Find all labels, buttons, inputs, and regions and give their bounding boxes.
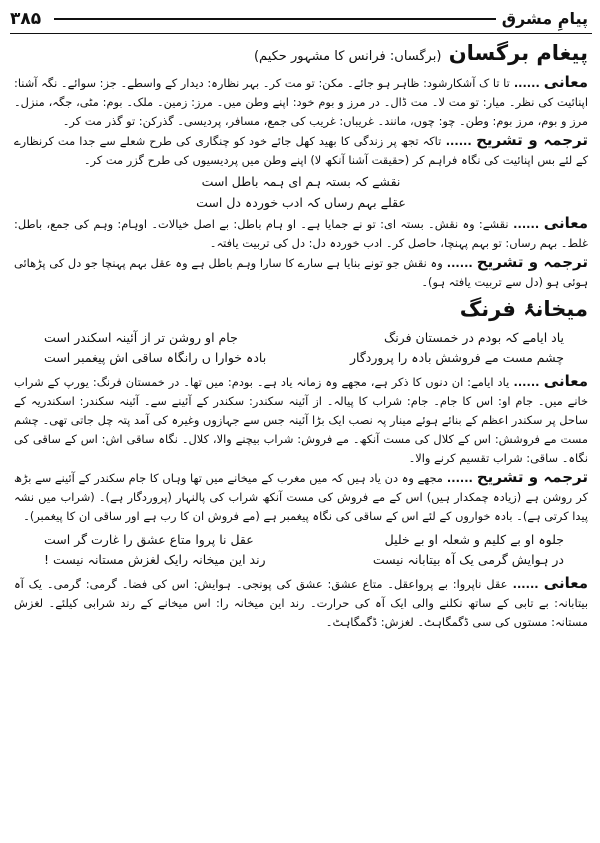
maani-label: معانی [543,73,588,91]
page-body [14,36,588,839]
maani-text: تا تا ک آشکارشود: ظاہر ہو جائے۔ مکن: تو مت کر۔ بہر نظارہ: دیدار کے واسطے۔ جز: سوائے۔ نگہ آشنا: اپنائیت کی نظر۔ میار: تو مت لا۔ مت ڈال۔ در مرز و بوم خود: اپنے وطن میں۔ مرز: زمین۔ ملک۔ بوم: مٹی، جگہ، منزل۔ مرز و بوم، مرز بوم: وطن۔ چو: چوں، مانند۔ غریباں: غریب کی جمع، مسافر، پردیسی۔ گذرکن: تو گذر مت کر۔ [14,76,588,128]
tarjuma-paragraph: ترجمہ و تشریح ...... وہ نقش جو تونے بنایا ہے سارے کا سارا وہم باطل ہے وہ عقل بہم پہنچا جو دل کی پڑھائی ہوئی ہو (دل سے تربیت یافتہ ہو)۔ [14,253,588,289]
couplet [14,348,588,368]
stanza [14,530,588,570]
book-title: پیامِ مشرق [501,9,588,28]
header-rule [54,18,496,20]
tarjuma-paragraph: ترجمہ و تشریح ...... تاکہ تجھ پر زندگی کا بھید کھل جائے خود کو چنگاری کی طرح شعلے سے جدا مت کرنظارے کے لئے بس اپنائیت کی نگاہ فراہم کر (حقیقت آشنا آنکھ لا) اپنے وطن میں پردیسیوں کی طرح گزر مت کر۔ [14,131,588,167]
maani-text: نقشے: وہ نقش۔ بستہ ای: تو نے جمایا ہے۔ او ہام باطل: بے اصل خیالات۔ اوہام: وہم کی جمع، باطل: غلط۔ بہم رساں: تو بہم پہنچا، حاصل کر۔ ادب خوردہ دل: دل کی تربیت یافتہ۔ [14,217,588,250]
misra-right: یاد ایامے کہ بودم در خمستان فرنگ [384,330,564,345]
tarjuma-text: مجھے وہ دن یاد ہیں کہ میں مغرب کے میخانے میں تھا وہاں کا جام سکندر کے آئینے سے بڑھ کر روشن ہے (زیادہ چمکدار ہیں) اس کے مے فروش کی مست آنکھ شراب کی پالنہار (پروردگار ہے)۔ (شراب میں نشہ پیدا کرتی ہے)۔ بادہ خواروں کے لئے اس کے ساقی کی نگاہ پیغمبر ہے (مے فروش ان کا رب ہے اور ساقی ان کا پیغمبر)۔ [14,471,588,523]
misra-right: جلوہ او بے کلیم و شعلہ او بے خلیل [384,532,564,547]
verse-line: نقشے کہ بستہ ہم ای ہمہ باطل است [201,174,401,189]
tarjuma-text: تاکہ تجھ پر زندگی کا بھید کھل جائے خود کو چنگاری کی طرح شعلے سے جدا مت کرنظارے کے لئے بس اپنائیت کی نگاہ فراہم کر (حقیقت آشنا آنکھ لا) اپنے وطن میں پردیسیوں کی طرح گزر مت کر۔ [14,134,588,167]
misra-left: عقل نا پروا متاع عشق را غارت گر است [44,532,254,547]
tarjuma-label: ترجمہ و تشریح [476,468,588,486]
couplet [14,328,588,348]
misra-left: رند این میخانہ رایک لغزش مستانہ نیست ! [44,552,266,567]
misra-right: چشم مست مے فروشش بادہ را پروردگار [350,350,564,365]
maani-text: عقل ناپروا: بے پرواعقل۔ متاع عشق: عشق کی پونجی۔ ہوایش: اس کی فضا۔ گرمی: گرمی۔ یک آہ بیتابانہ: بے تابی کے ساتھ نکلنے والی ایک آہ کی حرارت۔ رند این میخانہ را: اس میخانے کے رند شرابی کیلئے۔ لغزش مستانہ: مستوں کی سی ڈگمگاہٹ۔ لغزش: ڈگمگاہٹ۔ [14,577,588,629]
header-underline [10,33,592,34]
maani-label: معانی [543,214,588,232]
maani-label: معانی [543,574,588,592]
maani-paragraph: معانی ...... یاد ایامے: ان دنوں کا ذکر ہے، مجھے وہ زمانہ یاد ہے۔ بودم: میں تھا۔ در خمستان فرنگ: یورپ کے شراب خانے میں۔ جام او: اس کا جام۔ جام: شراب کا پیالہ۔ از آئینہ سکندر: سکندر کے آئینے سے۔ آئینہ سکندر: اسکندریہ کے ساحل پر سکندر اعظم کے بنائے ہوئے مینار پہ نصب ایک بڑا آئینہ جس سے جہازوں وغیرہ کی آمد پتہ چل جاتی تھی۔ چشم مست مے فروشش: اس کے کلال کی مست آنکھ۔ مے فروش: شراب بیچنے والا، کلال۔ نگاہ ساقی اش: اس کے ساقی کی نگاہ۔ ساقی: شراب تقسیم کرنے والا۔ [14,372,588,465]
poem-title-text: پیغام برگسان [448,41,588,65]
stanza [14,328,588,368]
poem-title-maikhana: میخانۂ فرنگ [459,297,588,321]
tarjuma-label: ترجمہ و تشریح [476,131,588,149]
page-header [10,6,592,34]
maani-text: یاد ایامے: ان دنوں کا ذکر ہے، مجھے وہ زمانہ یاد ہے۔ بودم: میں تھا۔ در خمستان فرنگ: یورپ کے شراب خانے میں۔ جام او: اس کا جام۔ جام: شراب کا پیالہ۔ از آئینہ سکندر: سکندر کے آئینے سے۔ آئینہ سکندر: اسکندریہ کے ساحل پر سکندر اعظم کے بنائے ہوئے مینار پہ نصب ایک بڑا آئینہ جس سے جہازوں وغیرہ کی آمد پتہ چل جاتی تھی۔ چشم مست مے فروشش: اس کے کلال کی مست آنکھ۔ مے فروش: شراب بیچنے والا، کلال۔ نگاہ ساقی اش: اس کے ساقی کی نگاہ۔ ساقی: شراب تقسیم کرنے والا۔ [14,375,588,465]
poem-subtitle: (برگساں: فرانس کا مشہور حکیم) [253,49,442,64]
maani-paragraph: معانی ...... نقشے: وہ نقش۔ بستہ ای: تو نے جمایا ہے۔ او ہام باطل: بے اصل خیالات۔ اوہام: وہم کی جمع، باطل: غلط۔ بہم رساں: تو بہم پہنچا، حاصل کر۔ ادب خوردہ دل: دل کی تربیت یافتہ۔ [14,214,588,250]
tarjuma-paragraph: ترجمہ و تشریح ...... مجھے وہ دن یاد ہیں کہ میں مغرب کے میخانے میں تھا وہاں کا جام سکندر کے آئینے سے بڑھ کر روشن ہے (زیادہ چمکدار ہیں) اس کے مے فروش کی مست آنکھ شراب کی پالنہار (پروردگار ہے)۔ (شراب میں نشہ پیدا کرتی ہے)۔ بادہ خواروں کے لئے اس کے ساقی کی نگاہ پیغمبر ہے (مے فروش ان کا رب ہے اور ساقی ان کا پیغمبر)۔ [14,468,588,523]
maani-paragraph: معانی ...... عقل ناپروا: بے پرواعقل۔ متاع عشق: عشق کی پونجی۔ ہوایش: اس کی فضا۔ گرمی: گرمی۔ یک آہ بیتابانہ: بے تابی کے ساتھ نکلنے والی ایک آہ کی حرارت۔ رند این میخانہ را: اس میخانے کے رند شرابی کیلئے۔ لغزش مستانہ: مستوں کی سی ڈگمگاہٹ۔ لغزش: ڈگمگاہٹ۔ [14,574,588,629]
misra-left: بادہ خوارا ں رانگاہ ساقی اش پیغمبر است [44,350,267,365]
misra-right: در ہوایش گرمی یک آہ بیتابانہ نیست [372,552,564,567]
couplet [14,550,588,570]
maani-label: معانی [543,372,588,390]
maani-paragraph: معانی ...... تا تا ک آشکارشود: ظاہر ہو جائے۔ مکن: تو مت کر۔ بہر نظارہ: دیدار کے واسطے۔ جز: سوائے۔ نگہ آشنا: اپنائیت کی نظر۔ میار: تو مت لا۔ مت ڈال۔ در مرز و بوم خود: اپنے وطن میں۔ مرز: زمین۔ ملک۔ بوم: مٹی، جگہ، منزل۔ مرز و بوم، مرز بوم: وطن۔ چو: چوں، مانند۔ غریباں: غریب کی جمع، مسافر، پردیسی۔ گذرکن: تو گذر مت کر۔ [14,73,588,128]
tarjuma-text: وہ نقش جو تونے بنایا ہے سارے کا سارا وہم باطل ہے وہ عقل بہم پہنچا جو دل کی پڑھائی ہوئی ہو (دل سے تربیت یافتہ ہو)۔ [14,256,588,289]
couplet [14,530,588,550]
verse-line: عقلے بہم رساں کہ ادب خوردہ دل است [196,195,406,210]
tarjuma-label: ترجمہ و تشریح [476,253,588,271]
page-number: ۳۸۵ [10,9,42,29]
poem-title-bergson [14,38,588,72]
misra-left: جام او روشن تر از آئینہ اسکندر است [44,330,238,345]
